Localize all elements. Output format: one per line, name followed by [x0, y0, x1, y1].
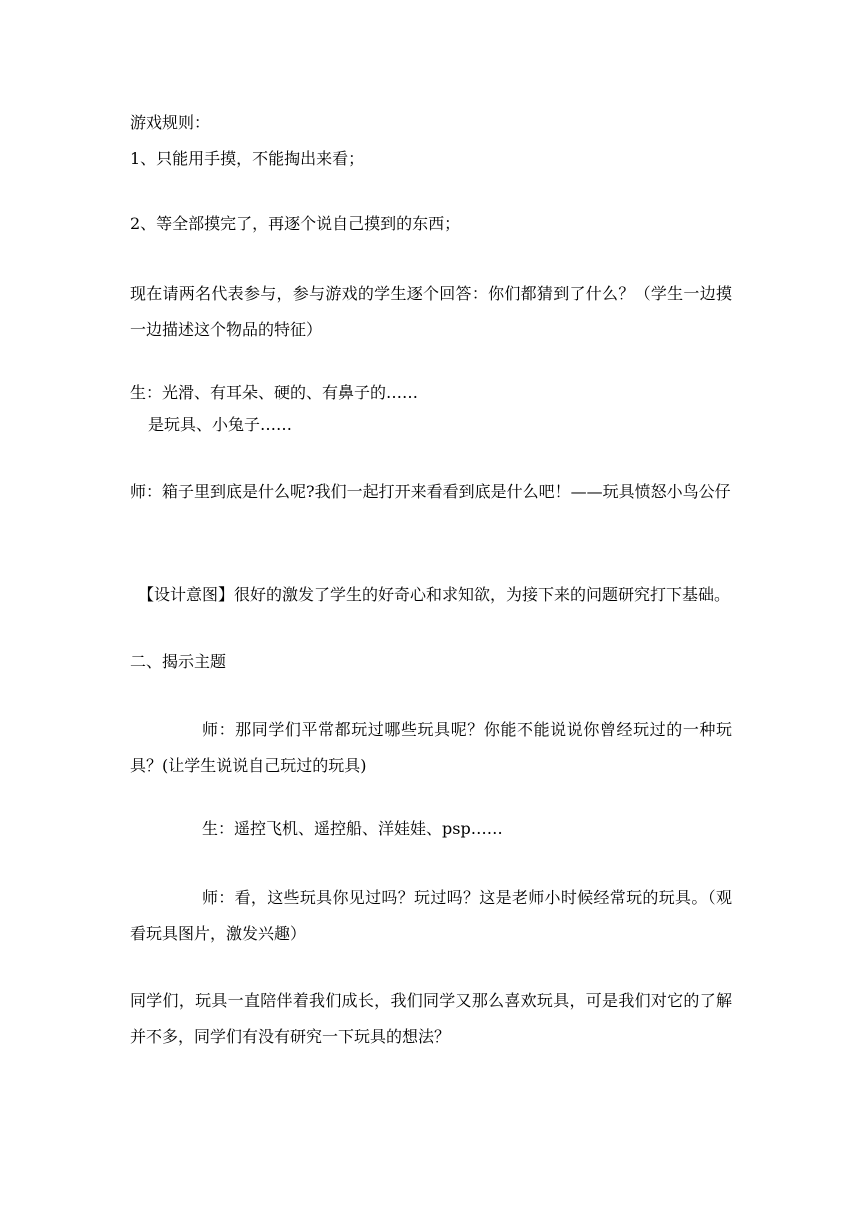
invite-paragraph: 现在请两名代表参与，参与游戏的学生逐个回答：你们都猜到了什么？（学生一边摸一边描述这个物品的特征） — [130, 284, 732, 339]
closing-paragraph: 同学们，玩具一直陪伴着我们成长，我们同学又那么喜欢玩具，可是我们对它的了解并不多，同学们有没有研究一下玩具的想法？ — [130, 991, 732, 1046]
teacher-reveal: 师：箱子里到底是什么呢?我们一起打开来看看到底是什么吧！——玩具愤怒小鸟公仔 — [130, 482, 731, 501]
rule-2: 2、等全部摸完了，再逐个说自己摸到的东西； — [130, 214, 461, 233]
student-answer-1: 生：光滑、有耳朵、硬的、有鼻子的…… — [130, 383, 419, 402]
student-answer-2: 是玩具、小兔子…… — [148, 415, 293, 434]
rules-heading: 游戏规则： — [130, 113, 211, 132]
rule-1: 1、只能用手摸，不能掏出来看； — [130, 149, 365, 168]
student-toys: 生：遥控飞机、遥控船、洋娃娃、psp…… — [202, 819, 503, 838]
teacher-question: 师：那同学们平常都玩过哪些玩具呢？你能不能说说你曾经玩过的一种玩具？(让学生说说自己玩过的玩具) — [130, 720, 732, 775]
teacher-show: 师：看，这些玩具你见过吗？玩过吗？这是老师小时候经常玩的玩具。（观看玩具图片，激发兴趣） — [130, 888, 732, 943]
section-2-heading: 二、揭示主题 — [130, 652, 227, 671]
design-intent: 【设计意图】很好的激发了学生的好奇心和求知欲，为接下来的问题研究打下基础。 — [138, 585, 731, 604]
